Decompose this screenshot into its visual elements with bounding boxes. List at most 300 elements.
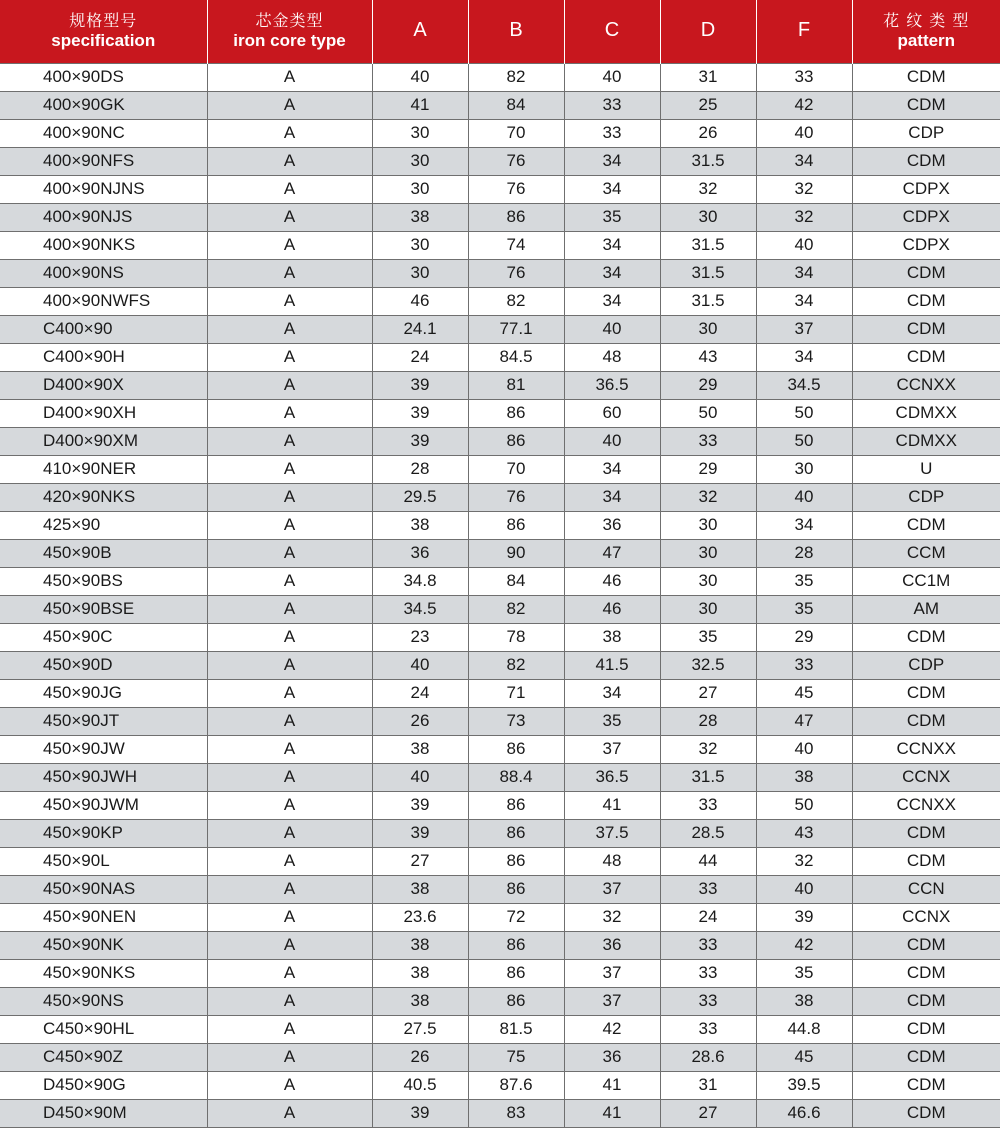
- cell-d: 30: [660, 595, 756, 623]
- header-a: [372, 0, 468, 63]
- header-d: [660, 0, 756, 63]
- cell-specification: 450×90NAS: [0, 875, 207, 903]
- cell-specification: C450×90Z: [0, 1043, 207, 1071]
- cell-specification: 400×90NS: [0, 259, 207, 287]
- table-row: [0, 1071, 1000, 1099]
- header-iron-core-type: [207, 0, 372, 63]
- cell-c: 41: [564, 1071, 660, 1099]
- cell-a: 38: [372, 875, 468, 903]
- cell-a: 27.5: [372, 1015, 468, 1043]
- cell-pattern: CCNX: [852, 903, 1000, 931]
- cell-pattern: CDM: [852, 623, 1000, 651]
- cell-c: 48: [564, 847, 660, 875]
- cell-specification: D400×90X: [0, 371, 207, 399]
- header-d-label: D: [700, 19, 716, 42]
- header-iron-core-type-zh: 芯金类型: [255, 11, 324, 31]
- cell-a: 24.1: [372, 315, 468, 343]
- cell-f: 34: [756, 343, 852, 371]
- cell-f: 35: [756, 959, 852, 987]
- cell-b: 76: [468, 175, 564, 203]
- header-f-label: F: [797, 19, 811, 42]
- cell-c: 36: [564, 511, 660, 539]
- cell-pattern: CDM: [852, 1015, 1000, 1043]
- cell-a: 46: [372, 287, 468, 315]
- cell-pattern: CDM: [852, 1099, 1000, 1127]
- cell-c: 46: [564, 567, 660, 595]
- cell-pattern: CDM: [852, 931, 1000, 959]
- cell-iron-core-type: A: [207, 959, 372, 987]
- cell-c: 34: [564, 483, 660, 511]
- cell-b: 70: [468, 119, 564, 147]
- table-row: [0, 511, 1000, 539]
- cell-a: 41: [372, 91, 468, 119]
- cell-b: 86: [468, 203, 564, 231]
- table-row: [0, 791, 1000, 819]
- cell-specification: C400×90H: [0, 343, 207, 371]
- table-row: [0, 819, 1000, 847]
- cell-b: 82: [468, 63, 564, 91]
- cell-pattern: CDP: [852, 651, 1000, 679]
- header-row: [0, 0, 1000, 63]
- cell-iron-core-type: A: [207, 119, 372, 147]
- cell-d: 29: [660, 455, 756, 483]
- table-row: [0, 455, 1000, 483]
- cell-pattern: CDM: [852, 959, 1000, 987]
- cell-d: 30: [660, 315, 756, 343]
- cell-iron-core-type: A: [207, 987, 372, 1015]
- cell-iron-core-type: A: [207, 735, 372, 763]
- cell-a: 30: [372, 175, 468, 203]
- cell-d: 30: [660, 511, 756, 539]
- cell-iron-core-type: A: [207, 903, 372, 931]
- cell-d: 26: [660, 119, 756, 147]
- cell-b: 76: [468, 483, 564, 511]
- cell-a: 30: [372, 147, 468, 175]
- cell-b: 86: [468, 875, 564, 903]
- cell-b: 78: [468, 623, 564, 651]
- cell-specification: 400×90NJS: [0, 203, 207, 231]
- cell-specification: D450×90G: [0, 1071, 207, 1099]
- cell-f: 40: [756, 735, 852, 763]
- cell-a: 40: [372, 651, 468, 679]
- table-row: [0, 595, 1000, 623]
- cell-iron-core-type: A: [207, 147, 372, 175]
- header-c: [564, 0, 660, 63]
- cell-pattern: CDM: [852, 259, 1000, 287]
- header-b-label: B: [509, 19, 523, 42]
- cell-pattern: CDPX: [852, 231, 1000, 259]
- cell-c: 35: [564, 707, 660, 735]
- cell-c: 36: [564, 931, 660, 959]
- table-row: [0, 147, 1000, 175]
- cell-d: 50: [660, 399, 756, 427]
- cell-pattern: CDP: [852, 483, 1000, 511]
- cell-d: 29: [660, 371, 756, 399]
- cell-iron-core-type: A: [207, 483, 372, 511]
- cell-c: 46: [564, 595, 660, 623]
- table-row: [0, 203, 1000, 231]
- cell-a: 40: [372, 63, 468, 91]
- cell-b: 76: [468, 147, 564, 175]
- cell-specification: 450×90C: [0, 623, 207, 651]
- cell-c: 34: [564, 231, 660, 259]
- table-row: [0, 1015, 1000, 1043]
- cell-f: 30: [756, 455, 852, 483]
- cell-iron-core-type: A: [207, 91, 372, 119]
- cell-f: 37: [756, 315, 852, 343]
- table-row: [0, 847, 1000, 875]
- cell-b: 72: [468, 903, 564, 931]
- cell-f: 34.5: [756, 371, 852, 399]
- table-row: [0, 679, 1000, 707]
- cell-c: 34: [564, 259, 660, 287]
- table-row: [0, 91, 1000, 119]
- cell-pattern: CDMXX: [852, 399, 1000, 427]
- table-row: [0, 1043, 1000, 1071]
- table-row: [0, 987, 1000, 1015]
- cell-a: 30: [372, 231, 468, 259]
- cell-f: 50: [756, 399, 852, 427]
- cell-pattern: CDM: [852, 63, 1000, 91]
- cell-a: 26: [372, 707, 468, 735]
- cell-pattern: CCN: [852, 875, 1000, 903]
- cell-pattern: CDPX: [852, 175, 1000, 203]
- table-body: [0, 63, 1000, 1127]
- cell-specification: D400×90XM: [0, 427, 207, 455]
- cell-specification: C400×90: [0, 315, 207, 343]
- cell-a: 38: [372, 511, 468, 539]
- cell-iron-core-type: A: [207, 427, 372, 455]
- table-row: [0, 119, 1000, 147]
- cell-a: 40.5: [372, 1071, 468, 1099]
- header-pattern-en: pattern: [897, 31, 956, 51]
- cell-specification: 400×90NFS: [0, 147, 207, 175]
- cell-pattern: CDPX: [852, 203, 1000, 231]
- cell-specification: 450×90JG: [0, 679, 207, 707]
- cell-iron-core-type: A: [207, 623, 372, 651]
- cell-d: 30: [660, 539, 756, 567]
- cell-pattern: CDMXX: [852, 427, 1000, 455]
- cell-specification: D450×90M: [0, 1099, 207, 1127]
- cell-f: 32: [756, 203, 852, 231]
- header-specification-en: specification: [51, 31, 156, 51]
- cell-pattern: CDM: [852, 679, 1000, 707]
- cell-f: 43: [756, 819, 852, 847]
- cell-d: 35: [660, 623, 756, 651]
- cell-d: 33: [660, 987, 756, 1015]
- cell-f: 35: [756, 567, 852, 595]
- cell-pattern: CCNXX: [852, 735, 1000, 763]
- cell-pattern: CDM: [852, 511, 1000, 539]
- cell-d: 33: [660, 959, 756, 987]
- table-row: [0, 259, 1000, 287]
- cell-d: 28.6: [660, 1043, 756, 1071]
- cell-a: 24: [372, 343, 468, 371]
- cell-specification: C450×90HL: [0, 1015, 207, 1043]
- cell-b: 86: [468, 931, 564, 959]
- cell-a: 38: [372, 959, 468, 987]
- cell-f: 29: [756, 623, 852, 651]
- cell-b: 74: [468, 231, 564, 259]
- table-row: [0, 623, 1000, 651]
- cell-pattern: CDM: [852, 91, 1000, 119]
- cell-d: 27: [660, 679, 756, 707]
- cell-specification: 450×90D: [0, 651, 207, 679]
- cell-pattern: U: [852, 455, 1000, 483]
- cell-specification: 450×90B: [0, 539, 207, 567]
- cell-iron-core-type: A: [207, 511, 372, 539]
- cell-specification: 400×90DS: [0, 63, 207, 91]
- cell-b: 81.5: [468, 1015, 564, 1043]
- header-specification: [0, 0, 207, 63]
- cell-pattern: CDM: [852, 287, 1000, 315]
- cell-a: 38: [372, 931, 468, 959]
- cell-f: 40: [756, 119, 852, 147]
- cell-a: 29.5: [372, 483, 468, 511]
- cell-a: 36: [372, 539, 468, 567]
- cell-f: 42: [756, 931, 852, 959]
- cell-c: 40: [564, 63, 660, 91]
- table-row: [0, 875, 1000, 903]
- cell-d: 33: [660, 1015, 756, 1043]
- cell-iron-core-type: A: [207, 847, 372, 875]
- table-row: [0, 651, 1000, 679]
- cell-iron-core-type: A: [207, 1043, 372, 1071]
- cell-b: 77.1: [468, 315, 564, 343]
- cell-specification: 410×90NER: [0, 455, 207, 483]
- cell-b: 86: [468, 399, 564, 427]
- cell-pattern: CDM: [852, 707, 1000, 735]
- table-row: [0, 175, 1000, 203]
- cell-pattern: CDM: [852, 147, 1000, 175]
- cell-f: 42: [756, 91, 852, 119]
- table-row: [0, 427, 1000, 455]
- cell-pattern: CDM: [852, 987, 1000, 1015]
- table-row: [0, 567, 1000, 595]
- cell-pattern: CCNXX: [852, 371, 1000, 399]
- table-row: [0, 63, 1000, 91]
- table-row: [0, 231, 1000, 259]
- cell-iron-core-type: A: [207, 63, 372, 91]
- table-row: [0, 1099, 1000, 1127]
- cell-d: 43: [660, 343, 756, 371]
- cell-iron-core-type: A: [207, 1015, 372, 1043]
- cell-iron-core-type: A: [207, 819, 372, 847]
- cell-iron-core-type: A: [207, 791, 372, 819]
- cell-specification: 450×90JWM: [0, 791, 207, 819]
- cell-a: 30: [372, 119, 468, 147]
- cell-c: 41: [564, 1099, 660, 1127]
- cell-d: 28: [660, 707, 756, 735]
- cell-a: 39: [372, 791, 468, 819]
- cell-d: 33: [660, 791, 756, 819]
- cell-specification: 450×90NS: [0, 987, 207, 1015]
- cell-b: 86: [468, 847, 564, 875]
- cell-specification: 420×90NKS: [0, 483, 207, 511]
- cell-d: 32.5: [660, 651, 756, 679]
- cell-iron-core-type: A: [207, 595, 372, 623]
- cell-c: 37: [564, 735, 660, 763]
- cell-specification: 450×90KP: [0, 819, 207, 847]
- cell-pattern: CDM: [852, 1071, 1000, 1099]
- table-row: [0, 959, 1000, 987]
- cell-f: 50: [756, 427, 852, 455]
- cell-specification: 425×90: [0, 511, 207, 539]
- cell-a: 24: [372, 679, 468, 707]
- cell-d: 31: [660, 63, 756, 91]
- cell-f: 35: [756, 595, 852, 623]
- cell-pattern: CCM: [852, 539, 1000, 567]
- cell-specification: 450×90L: [0, 847, 207, 875]
- cell-iron-core-type: A: [207, 203, 372, 231]
- cell-iron-core-type: A: [207, 875, 372, 903]
- cell-b: 82: [468, 595, 564, 623]
- table-row: [0, 903, 1000, 931]
- cell-iron-core-type: A: [207, 567, 372, 595]
- cell-c: 37: [564, 875, 660, 903]
- cell-c: 48: [564, 343, 660, 371]
- cell-d: 44: [660, 847, 756, 875]
- cell-iron-core-type: A: [207, 707, 372, 735]
- cell-c: 33: [564, 119, 660, 147]
- cell-b: 90: [468, 539, 564, 567]
- cell-b: 81: [468, 371, 564, 399]
- cell-a: 28: [372, 455, 468, 483]
- cell-a: 40: [372, 763, 468, 791]
- cell-d: 31.5: [660, 147, 756, 175]
- cell-f: 33: [756, 651, 852, 679]
- cell-specification: 400×90NC: [0, 119, 207, 147]
- cell-b: 86: [468, 791, 564, 819]
- cell-c: 36.5: [564, 371, 660, 399]
- cell-a: 34.8: [372, 567, 468, 595]
- cell-pattern: CC1M: [852, 567, 1000, 595]
- table-row: [0, 371, 1000, 399]
- cell-specification: 450×90JWH: [0, 763, 207, 791]
- cell-f: 40: [756, 231, 852, 259]
- cell-f: 28: [756, 539, 852, 567]
- table-row: [0, 483, 1000, 511]
- cell-d: 31.5: [660, 259, 756, 287]
- cell-iron-core-type: A: [207, 343, 372, 371]
- cell-c: 34: [564, 287, 660, 315]
- cell-b: 73: [468, 707, 564, 735]
- table-header: [0, 0, 1000, 63]
- header-iron-core-type-en: iron core type: [233, 31, 346, 51]
- cell-c: 34: [564, 147, 660, 175]
- cell-pattern: CDM: [852, 343, 1000, 371]
- cell-a: 30: [372, 259, 468, 287]
- cell-specification: 450×90JW: [0, 735, 207, 763]
- table-row: [0, 343, 1000, 371]
- cell-iron-core-type: A: [207, 539, 372, 567]
- table-row: [0, 707, 1000, 735]
- cell-b: 87.6: [468, 1071, 564, 1099]
- table-row: [0, 287, 1000, 315]
- cell-a: 38: [372, 203, 468, 231]
- cell-c: 36.5: [564, 763, 660, 791]
- cell-c: 35: [564, 203, 660, 231]
- cell-a: 39: [372, 1099, 468, 1127]
- cell-c: 42: [564, 1015, 660, 1043]
- cell-a: 38: [372, 987, 468, 1015]
- cell-f: 38: [756, 763, 852, 791]
- cell-iron-core-type: A: [207, 315, 372, 343]
- cell-b: 84.5: [468, 343, 564, 371]
- cell-f: 47: [756, 707, 852, 735]
- cell-iron-core-type: A: [207, 1071, 372, 1099]
- cell-f: 40: [756, 483, 852, 511]
- cell-d: 31.5: [660, 763, 756, 791]
- cell-b: 82: [468, 287, 564, 315]
- cell-iron-core-type: A: [207, 259, 372, 287]
- cell-d: 30: [660, 203, 756, 231]
- cell-specification: 450×90NKS: [0, 959, 207, 987]
- cell-d: 31.5: [660, 231, 756, 259]
- cell-a: 38: [372, 735, 468, 763]
- cell-f: 34: [756, 147, 852, 175]
- header-c-label: C: [604, 19, 620, 42]
- cell-f: 34: [756, 287, 852, 315]
- cell-f: 38: [756, 987, 852, 1015]
- cell-c: 38: [564, 623, 660, 651]
- cell-d: 32: [660, 735, 756, 763]
- cell-f: 39: [756, 903, 852, 931]
- cell-a: 26: [372, 1043, 468, 1071]
- cell-b: 86: [468, 511, 564, 539]
- cell-specification: 400×90NWFS: [0, 287, 207, 315]
- header-b: [468, 0, 564, 63]
- cell-iron-core-type: A: [207, 1099, 372, 1127]
- cell-d: 32: [660, 483, 756, 511]
- cell-c: 47: [564, 539, 660, 567]
- cell-c: 34: [564, 175, 660, 203]
- table-row: [0, 735, 1000, 763]
- cell-d: 25: [660, 91, 756, 119]
- cell-a: 23.6: [372, 903, 468, 931]
- cell-a: 23: [372, 623, 468, 651]
- cell-b: 86: [468, 987, 564, 1015]
- header-specification-zh: 规格型号: [69, 11, 138, 31]
- cell-iron-core-type: A: [207, 455, 372, 483]
- cell-d: 33: [660, 931, 756, 959]
- cell-b: 83: [468, 1099, 564, 1127]
- cell-b: 75: [468, 1043, 564, 1071]
- cell-pattern: CCNXX: [852, 791, 1000, 819]
- cell-b: 88.4: [468, 763, 564, 791]
- cell-f: 44.8: [756, 1015, 852, 1043]
- table-row: [0, 931, 1000, 959]
- cell-f: 46.6: [756, 1099, 852, 1127]
- cell-f: 39.5: [756, 1071, 852, 1099]
- table-row: [0, 763, 1000, 791]
- cell-specification: 450×90NK: [0, 931, 207, 959]
- cell-c: 37: [564, 987, 660, 1015]
- cell-specification: 450×90JT: [0, 707, 207, 735]
- cell-b: 76: [468, 259, 564, 287]
- cell-pattern: CDM: [852, 1043, 1000, 1071]
- cell-pattern: AM: [852, 595, 1000, 623]
- cell-iron-core-type: A: [207, 679, 372, 707]
- cell-specification: 400×90NKS: [0, 231, 207, 259]
- cell-iron-core-type: A: [207, 651, 372, 679]
- cell-b: 84: [468, 567, 564, 595]
- header-pattern: [852, 0, 1000, 63]
- cell-d: 32: [660, 175, 756, 203]
- cell-b: 84: [468, 91, 564, 119]
- cell-iron-core-type: A: [207, 399, 372, 427]
- cell-a: 34.5: [372, 595, 468, 623]
